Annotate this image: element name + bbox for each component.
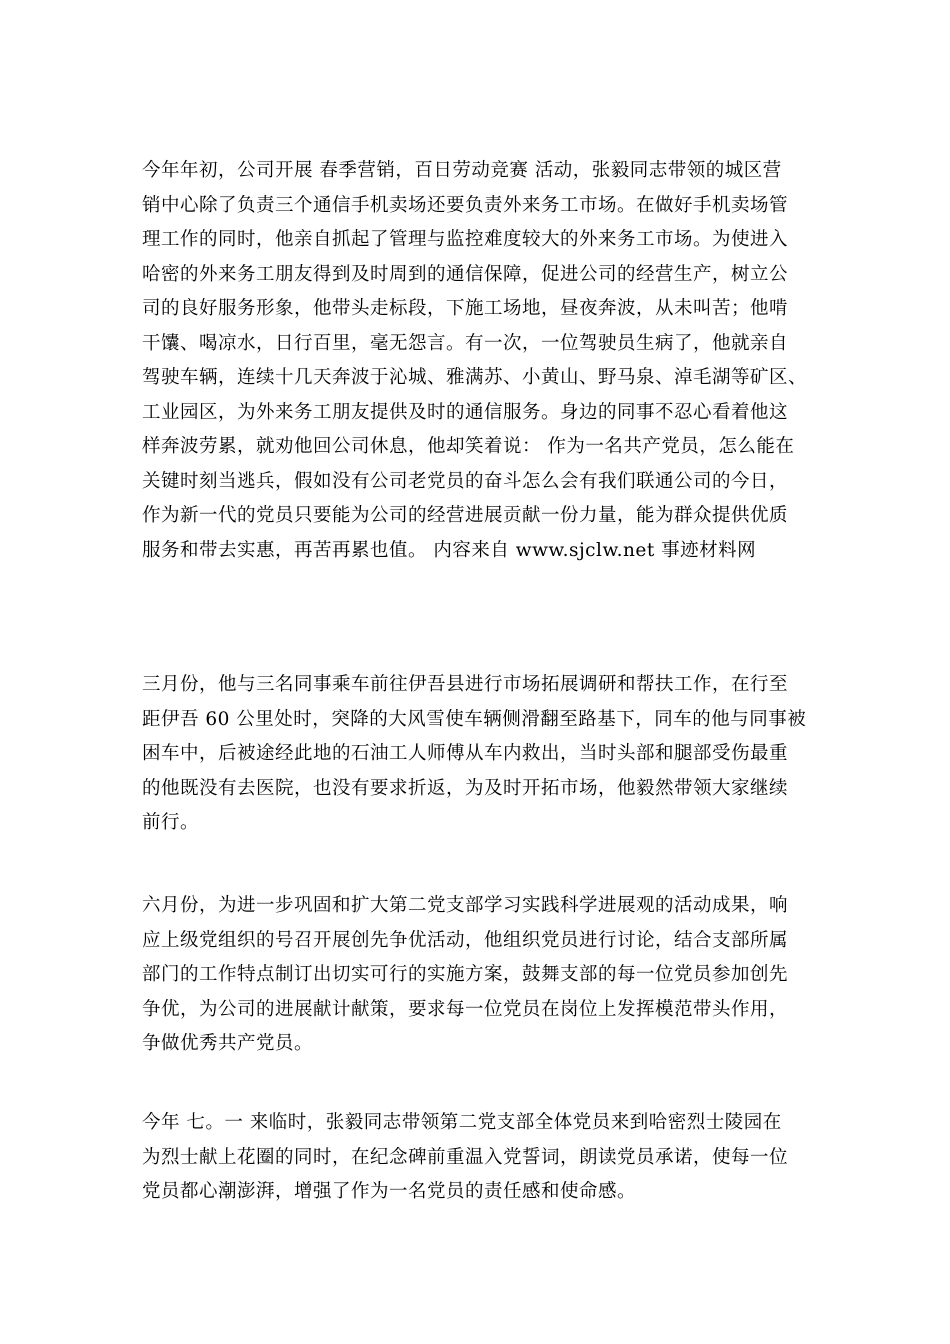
text-line: 关键时刻当逃兵，假如没有公司老党员的奋斗怎么会有我们联通公司的今日， xyxy=(142,470,789,492)
text-line: 党员都心潮澎湃，增强了作为一名党员的责任感和使命感。 xyxy=(142,1181,637,1202)
paragraph-june xyxy=(142,889,810,1062)
text-line: 干馕、喝凉水，日行百里，毫无怨言。有一次，一位驾驶员生病了，他就亲自 xyxy=(142,332,789,354)
text-line: 作为新一代的党员只要能为公司的经营进展贡献一份力量，能为群众提供优质 xyxy=(142,505,789,526)
text-line: 理工作的同时，他亲自抓起了管理与监控难度较大的外来务工市场。为使进入 xyxy=(142,229,789,250)
text-line: 样奔波劳累，就劝他回公司休息，他却笑着说： 作为一名共产党员，怎么能在 xyxy=(142,436,795,457)
text-line: 距伊吾 60 公里处时，突降的大风雪使车辆侧滑翻至路基下，同车的他与同事被 xyxy=(142,708,807,730)
paragraph-year-start-marketing xyxy=(142,154,810,568)
text-line: 今年年初，公司开展 春季营销，百日劳动竞赛 活动，张毅同志带领的城区营 xyxy=(142,160,782,181)
text-line: 哈密的外来务工朋友得到及时周到的通信保障，促进公司的经营生产，树立公 xyxy=(142,263,789,285)
text-line: 服务和带去实惠，再苦再累也值。 内容来自 www.sjclw.net 事迹材料网 xyxy=(142,539,757,561)
text-line: 困车中，后被途经此地的石油工人师傅从车内救出，当时头部和腿部受伤最重 xyxy=(142,743,789,764)
text-line: 工业园区，为外来务工朋友提供及时的通信服务。身边的同事不忍心看着他这 xyxy=(142,401,789,423)
text-line: 销中心除了负责三个通信手机卖场还要负责外来务工市场。在做好手机卖场管 xyxy=(142,194,789,216)
text-line: 驾驶车辆，连续十几天奔波于沁城、雅满苏、小黄山、野马泉、淖毛湖等矿区、 xyxy=(142,367,808,388)
text-line: 六月份，为进一步巩固和扩大第二党支部学习实践科学进展观的活动成果，响 xyxy=(142,895,789,916)
text-line: 争优，为公司的进展献计献策，要求每一位党员在岗位上发挥模范带头作用， xyxy=(142,998,789,1020)
text-line: 今年 七。一 来临时，张毅同志带领第二党支部全体党员来到哈密烈士陵园在 xyxy=(142,1112,782,1133)
paragraph-march xyxy=(142,668,810,841)
text-line: 为烈士献上花圈的同时，在纪念碑前重温入党誓词，朗读党员承诺，使每一位 xyxy=(142,1146,789,1168)
text-line: 争做优秀共产党员。 xyxy=(142,1033,314,1054)
text-line: 部门的工作特点制订出切实可行的实施方案，鼓舞支部的每一位党员参加创先 xyxy=(142,964,789,985)
text-line: 前行。 xyxy=(142,812,200,833)
text-line: 三月份，他与三名同事乘车前往伊吾县进行市场拓展调研和帮扶工作，在行至 xyxy=(142,674,789,695)
text-line: 应上级党组织的号召开展创先争优活动，他组织党员进行讨论，结合支部所属 xyxy=(142,929,789,951)
text-line: 的他既没有去医院，也没有要求折返，为及时开拓市场，他毅然带领大家继续 xyxy=(142,777,789,799)
text-line: 司的良好服务形象，他带头走标段，下施工场地，昼夜奔波，从未叫苦；他啃 xyxy=(142,298,789,319)
paragraph-july-first xyxy=(142,1106,810,1210)
